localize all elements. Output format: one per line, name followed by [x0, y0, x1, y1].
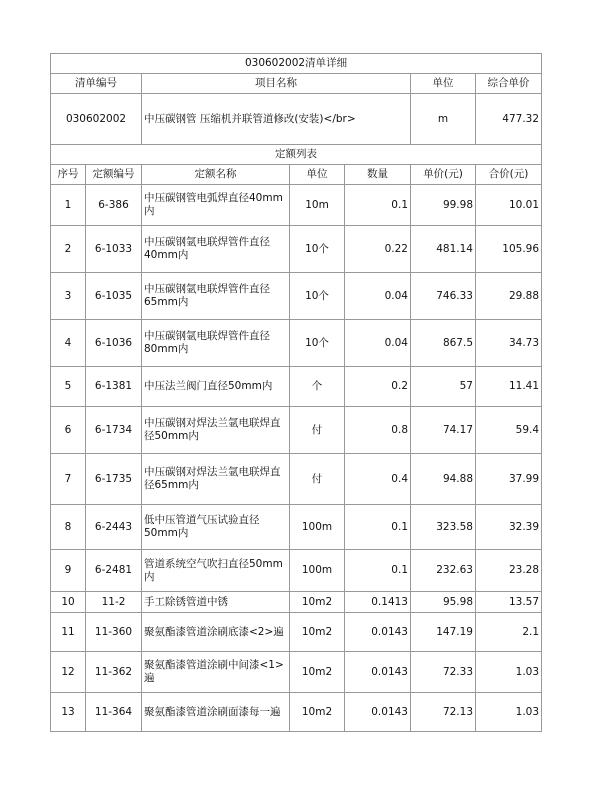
- quota-name: 中压法兰阀门直径50mm内: [142, 367, 290, 407]
- quota-qty: 0.1: [345, 550, 411, 592]
- table-row: [51, 273, 542, 320]
- quota-unit-price: 481.14: [411, 226, 476, 273]
- quota-name: 手工除锈管道中锈: [142, 592, 290, 613]
- table-row: [51, 652, 542, 693]
- col-header-unit: 单位: [290, 165, 345, 185]
- quota-total-price: 23.28: [476, 550, 542, 592]
- quota-total-price: 1.03: [476, 693, 542, 732]
- quota-code: 11-2: [86, 592, 142, 613]
- quota-name: 中压碳钢氩电联焊管件直径80mm内: [142, 320, 290, 367]
- quota-qty: 0.2: [345, 367, 411, 407]
- item-price: 477.32: [476, 94, 542, 145]
- table-row: [51, 320, 542, 367]
- table-row: [51, 185, 542, 226]
- header-price: 综合单价: [476, 74, 542, 94]
- col-header-qty: 数量: [345, 165, 411, 185]
- quota-unit-price: 323.58: [411, 505, 476, 550]
- quota-qty: 0.0143: [345, 652, 411, 693]
- bill-detail-table: [50, 53, 542, 732]
- quota-code: 6-386: [86, 185, 142, 226]
- quota-total-price: 11.41: [476, 367, 542, 407]
- quota-no: 5: [51, 367, 86, 407]
- table-row: [51, 226, 542, 273]
- quota-name: 中压碳钢管电弧焊直径40mm内: [142, 185, 290, 226]
- item-code: 030602002: [51, 94, 142, 145]
- quota-total-price: 34.73: [476, 320, 542, 367]
- quota-no: 7: [51, 454, 86, 505]
- quota-title: 定额列表: [51, 145, 542, 165]
- col-header-name: 定额名称: [142, 165, 290, 185]
- quota-qty: 0.8: [345, 407, 411, 454]
- quota-code: 6-1035: [86, 273, 142, 320]
- col-header-total: 合价(元): [476, 165, 542, 185]
- quota-unit: 个: [290, 367, 345, 407]
- header-code: 清单编号: [51, 74, 142, 94]
- quota-code: 11-362: [86, 652, 142, 693]
- table-row: [51, 407, 542, 454]
- quota-code: 6-1036: [86, 320, 142, 367]
- quota-unit-price: 746.33: [411, 273, 476, 320]
- quota-qty: 0.04: [345, 320, 411, 367]
- quota-qty: 0.22: [345, 226, 411, 273]
- quota-code: 6-2481: [86, 550, 142, 592]
- quota-unit-price: 99.98: [411, 185, 476, 226]
- table-row: [51, 550, 542, 592]
- quota-unit: 10m: [290, 185, 345, 226]
- header-unit: 单位: [411, 74, 476, 94]
- quota-unit-price: 867.5: [411, 320, 476, 367]
- quota-qty: 0.1413: [345, 592, 411, 613]
- col-header-no: 序号: [51, 165, 86, 185]
- quota-total-price: 1.03: [476, 652, 542, 693]
- quota-name: 聚氨酯漆管道涂刷面漆每一遍: [142, 693, 290, 732]
- quota-qty: 0.4: [345, 454, 411, 505]
- quota-unit-price: 95.98: [411, 592, 476, 613]
- quota-name: 中压碳钢对焊法兰氩电联焊直径65mm内: [142, 454, 290, 505]
- table-row: [51, 693, 542, 732]
- quota-no: 6: [51, 407, 86, 454]
- quota-unit: 10m2: [290, 652, 345, 693]
- quota-qty: 0.1: [345, 505, 411, 550]
- quota-total-price: 10.01: [476, 185, 542, 226]
- quota-code: 6-1734: [86, 407, 142, 454]
- quota-code: 11-364: [86, 693, 142, 732]
- quota-no: 4: [51, 320, 86, 367]
- item-unit: m: [411, 94, 476, 145]
- quota-unit-price: 232.63: [411, 550, 476, 592]
- quota-no: 12: [51, 652, 86, 693]
- quota-code: 6-1381: [86, 367, 142, 407]
- quota-unit: 100m: [290, 550, 345, 592]
- quota-code: 6-1735: [86, 454, 142, 505]
- quota-code: 6-2443: [86, 505, 142, 550]
- quota-total-price: 37.99: [476, 454, 542, 505]
- header-name: 项目名称: [142, 74, 411, 94]
- table-title: 030602002清单详细: [51, 54, 542, 74]
- quota-total-price: 29.88: [476, 273, 542, 320]
- quota-unit-price: 72.13: [411, 693, 476, 732]
- quota-code: 6-1033: [86, 226, 142, 273]
- quota-unit: 10m2: [290, 592, 345, 613]
- quota-total-price: 2.1: [476, 613, 542, 652]
- quota-unit: 付: [290, 454, 345, 505]
- quota-qty: 0.04: [345, 273, 411, 320]
- table-row: [51, 613, 542, 652]
- quota-name: 低中压管道气压试验直径50mm内: [142, 505, 290, 550]
- quota-unit: 10m2: [290, 693, 345, 732]
- quota-code: 11-360: [86, 613, 142, 652]
- table-row: [51, 454, 542, 505]
- quota-no: 1: [51, 185, 86, 226]
- table-row: [51, 505, 542, 550]
- quota-unit-price: 147.19: [411, 613, 476, 652]
- quota-no: 10: [51, 592, 86, 613]
- quota-no: 3: [51, 273, 86, 320]
- quota-qty: 0.0143: [345, 693, 411, 732]
- quota-unit-price: 74.17: [411, 407, 476, 454]
- table-row: [51, 592, 542, 613]
- quota-no: 13: [51, 693, 86, 732]
- col-header-price: 单价(元): [411, 165, 476, 185]
- quota-total-price: 105.96: [476, 226, 542, 273]
- quota-total-price: 59.4: [476, 407, 542, 454]
- quota-qty: 0.1: [345, 185, 411, 226]
- quota-no: 2: [51, 226, 86, 273]
- quota-no: 8: [51, 505, 86, 550]
- quota-name: 中压碳钢氩电联焊管件直径40mm内: [142, 226, 290, 273]
- quota-name: 聚氨酯漆管道涂刷底漆<2>遍: [142, 613, 290, 652]
- quota-total-price: 13.57: [476, 592, 542, 613]
- item-name: 中压碳钢管 压缩机并联管道修改(安装)</br>: [142, 94, 411, 145]
- quota-total-price: 32.39: [476, 505, 542, 550]
- table-row: [51, 367, 542, 407]
- quota-unit-price: 94.88: [411, 454, 476, 505]
- quota-name: 聚氨酯漆管道涂刷中间漆<1>遍: [142, 652, 290, 693]
- quota-unit: 10个: [290, 273, 345, 320]
- quota-no: 11: [51, 613, 86, 652]
- quota-unit: 10m2: [290, 613, 345, 652]
- quota-unit: 10个: [290, 226, 345, 273]
- quota-name: 管道系统空气吹扫直径50mm内: [142, 550, 290, 592]
- quota-qty: 0.0143: [345, 613, 411, 652]
- quota-unit: 付: [290, 407, 345, 454]
- quota-name: 中压碳钢对焊法兰氩电联焊直径50mm内: [142, 407, 290, 454]
- quota-unit-price: 57: [411, 367, 476, 407]
- quota-name: 中压碳钢氩电联焊管件直径65mm内: [142, 273, 290, 320]
- quota-no: 9: [51, 550, 86, 592]
- quota-unit: 10个: [290, 320, 345, 367]
- quota-header-row: [51, 165, 542, 185]
- quota-unit: 100m: [290, 505, 345, 550]
- quota-unit-price: 72.33: [411, 652, 476, 693]
- col-header-code: 定额编号: [86, 165, 142, 185]
